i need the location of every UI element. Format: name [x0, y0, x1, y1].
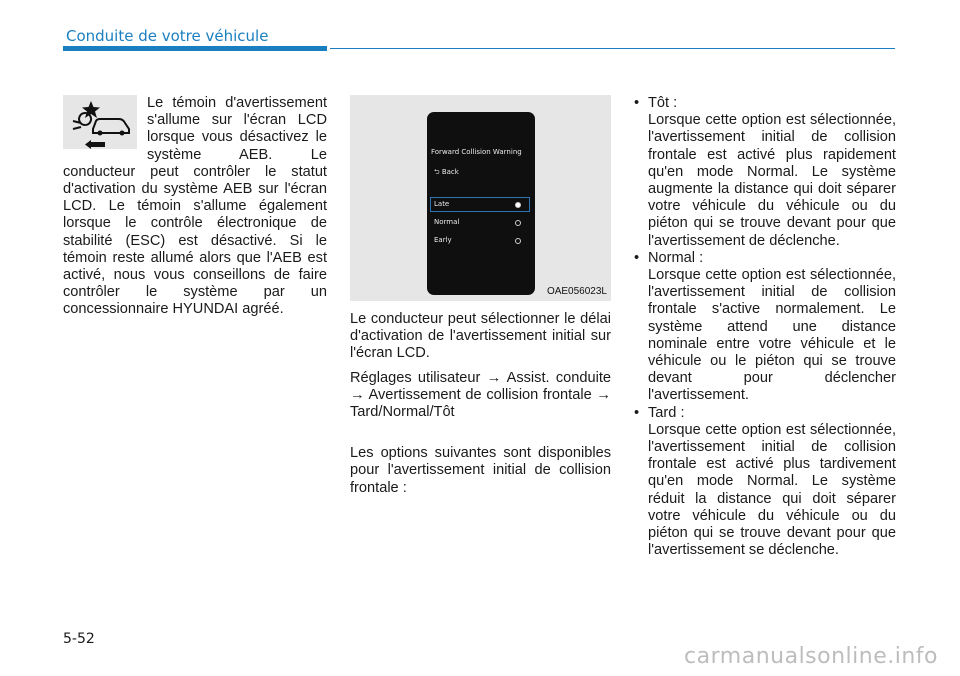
aeb-warning-icon — [63, 95, 137, 149]
list-item — [634, 95, 896, 250]
photo-code: OAE056023L — [546, 286, 607, 297]
option-description: Lorsque cette option est sélectionnée, l'avertissement initial de collision frontale s'active normalement. Le système attend une distance nominale entre votre véhicule et le véhicule ou le piéton qui se trouve devant pour déclencher l'avertissement. — [648, 267, 896, 404]
screen-option-late: Late — [434, 200, 450, 208]
screen-back-label: Back — [441, 168, 459, 176]
screen-option-normal: Normal — [434, 218, 460, 226]
option-description: Lorsque cette option est sélectionnée, l'avertissement initial de collision frontale est activé plus rapidement qu'en mode Normal. Le système augmente la distance qui doit séparer votre véhicule du véhicule ou du piéton qui se trouve devant pour que l'avertissement de déclenche. — [648, 112, 896, 249]
watermark: carmanualsonline.info — [684, 644, 938, 669]
lcd-screen — [427, 112, 535, 295]
option-label: Normal : — [648, 249, 704, 266]
screen-option-early: Early — [434, 236, 452, 244]
options-intro: Les options suivantes sont disponibles pour l'avertissement initial de collision frontale : — [350, 445, 611, 496]
bullet-icon: • — [634, 95, 640, 111]
screen-back — [434, 168, 459, 179]
page-number: 5-52 — [63, 631, 95, 647]
column-1 — [63, 95, 327, 319]
settings-intro: Le conducteur peut sélectionner le délai d'activation de l'avertissement initial sur l'écran LCD. — [350, 311, 611, 362]
aeb-warning-paragraph: Le témoin d'avertissement s'allume sur l'écran LCD lorsque vous désactivez le système AEB. Le conducteur peut contrôler le statut d'activation du système AEB sur l'écran LCD. Le témoin s'allume également lorsque le contrôle électronique de stabilité (ESC) est désactivé. Si le témoin reste allumé alors que l'AEB est activé, nous vous conseillons de faire contrôler le système par un concessionnaire HYUNDAI agréé. — [63, 95, 327, 318]
radio-early-icon — [515, 238, 521, 244]
lcd-screen-photo — [350, 95, 611, 301]
back-arrow-icon: ⮌ — [434, 168, 440, 176]
radio-late-icon — [515, 202, 521, 208]
list-item — [634, 405, 896, 560]
option-label: Tôt : — [648, 95, 678, 111]
option-label: Tard : — [648, 404, 685, 421]
radio-normal-icon — [515, 220, 521, 226]
bullet-icon: • — [634, 404, 640, 421]
section-title: Conduite de votre véhicule — [66, 27, 269, 45]
bullet-icon: • — [634, 249, 640, 266]
option-description: Lorsque cette option est sélectionnée, l'avertissement initial de collision frontale est activé plus tardivement qu'en mode Normal. Le système réduit la distance qui doit séparer votre véhicule du véhicule ou du piéton qui se trouve devant pour que l'avertissement se déclenche. — [648, 421, 896, 559]
settings-path: Réglages utilisateur → Assist. conduite → Avertissement de collision frontale → Tard/Normal/Tôt — [350, 369, 611, 421]
list-item — [634, 250, 896, 405]
screen-title: Forward Collision Warning — [431, 148, 522, 156]
column-3 — [634, 95, 896, 559]
column-2 — [350, 95, 611, 504]
header-rule-thin — [330, 48, 895, 49]
header-rule-thick — [63, 46, 327, 51]
